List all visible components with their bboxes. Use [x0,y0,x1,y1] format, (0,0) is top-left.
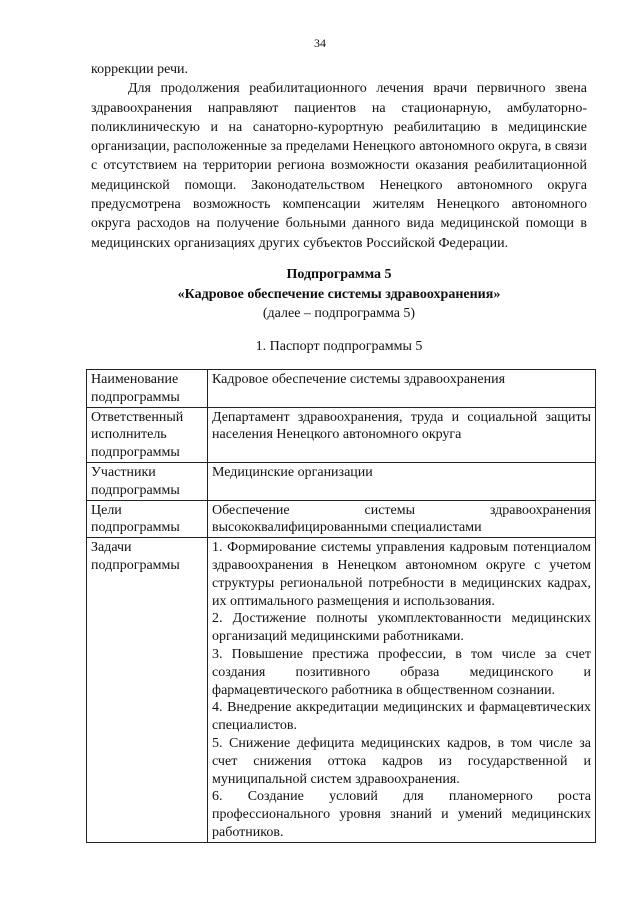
task-item: 6. Создание условий для планомерного роста профессионального уровня знаний и умений медицинских работников. [212,789,591,840]
table-row [87,462,596,500]
page-number: 34 [314,36,326,50]
row-label-participants: Участники подпрограммы [87,462,208,500]
task-item: 3. Повышение престижа профессии, в том числе за счет создания позитивного образа медицинского и фармацевтического работника в общественном сознании. [212,646,591,698]
row-value-tasks [208,538,596,843]
passport-title: 1. Паспорт подпрограммы 5 [255,339,423,354]
body-text [91,60,587,253]
task-item: 5. Снижение дефицита медицинских кадров, в том числе за счет снижения оттока кадров из государственной и муниципальной систем здравоохранения. [212,735,591,787]
task-item: 2. Достижение полноты укомплектованности медицинских организаций медицинскими работниками. [212,611,591,645]
row-value-name: Кадровое обеспечение системы здравоохранения [208,370,596,408]
subprogram-title: Подпрограмма 5 [286,267,392,282]
task-item: 1. Формирование системы управления кадровым потенциалом здравоохранения в Ненецком автономном округе с учетом структуры региональной потребности в медицинских кадрах, их оптимального размещения и использования. [212,540,591,609]
table-row [87,538,596,843]
subprogram-note: (далее – подпрограмма 5) [262,306,416,321]
table-row [87,500,596,538]
row-label-name: Наименование подпрограммы [87,370,208,408]
subprogram-heading [91,265,587,324]
subprogram-name: «Кадровое обеспечение системы здравоохранения» [177,286,501,302]
row-value-goals: Обеспечение системы здравоохранения высококвалифицированными специалистами [208,500,596,538]
row-label-goals: Цели подпрограммы [87,500,208,538]
paragraph-continuation: коррекции речи. [91,62,188,77]
row-label-executor: Ответственный исполнитель подпрограммы [87,407,208,462]
row-value-executor: Департамент здравоохранения, труда и социальной защиты населения Ненецкого автономного округа [208,407,596,462]
passport-table [86,369,596,843]
table-row [87,370,596,408]
paragraph-rehabilitation: Для продолжения реабилитационного лечения врачи первичного звена здравоохранения направляют пациентов на стационарную, амбулаторно-поликлиническую и на санаторно-курортную реабилитацию в медицинские организации, расположенные за пределами Ненецкого автономного округа, в связи с отсутствием на территории региона возможности оказания реабилитационной медицинской помощи. Законодательством Ненецкого автономного округа предусмотрена возможность компенсации жителям Ненецкого автономного округа расходов на получение больными данного вида медицинской помощи в медицинских организациях других субъектов Российской Федерации. [91,81,587,251]
task-item: 4. Внедрение аккредитации медицинских и фармацевтических специалистов. [212,700,591,734]
table-row [87,407,596,462]
row-value-participants: Медицинские организации [208,462,596,500]
row-label-tasks: Задачи подпрограммы [87,538,208,843]
